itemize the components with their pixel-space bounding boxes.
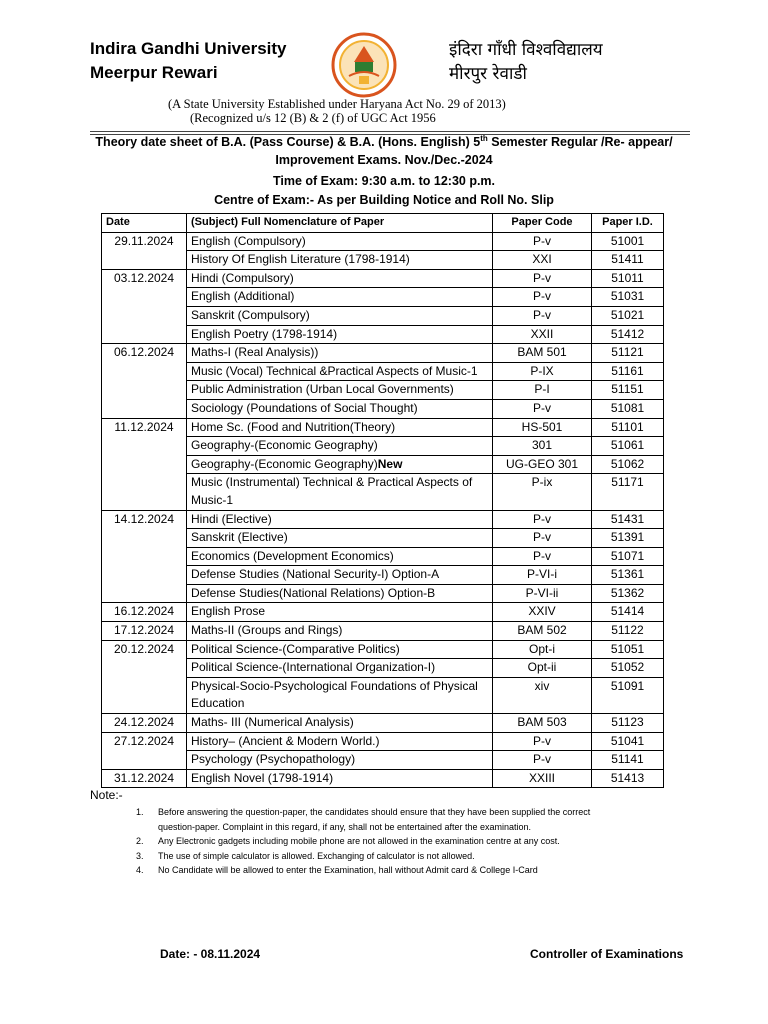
exam-schedule-table	[101, 213, 664, 788]
table-row	[102, 418, 664, 437]
exam-date-cell: 24.12.2024	[102, 714, 187, 733]
subject-cell	[187, 474, 493, 510]
subject-cell	[187, 344, 493, 363]
table-row	[102, 751, 664, 770]
subject-text: Hindi (Elective)	[191, 511, 272, 526]
subject-text: Political Science-(International Organization-I)	[191, 660, 436, 675]
subject-cell	[187, 269, 493, 288]
subject-cell	[187, 769, 493, 788]
table-row	[102, 603, 664, 622]
subject-text: Defense Studies(National Relations) Option-B	[191, 585, 436, 600]
subject-text: Sanskrit (Compulsory)	[191, 307, 310, 322]
university-name-hindi-line1: इंदिरा गाँधी विश्वविद्यालय	[449, 40, 603, 60]
subject-cell	[187, 751, 493, 770]
header-divider	[90, 131, 690, 132]
subject-cell	[187, 232, 493, 251]
table-row	[102, 547, 664, 566]
title-superscript: th	[480, 134, 488, 143]
subject-text: Home Sc. (Food and Nutrition(Theory)	[191, 419, 396, 434]
paper-id-cell: 51062	[592, 455, 664, 474]
note-text: No Candidate will be allowed to enter the Examination, hall without Admit card & College I-Card	[158, 865, 538, 875]
table-row	[102, 399, 664, 418]
header-paper-id: Paper I.D.	[592, 214, 664, 233]
issue-date: Date: - 08.11.2024	[160, 947, 261, 961]
subject-cell	[187, 603, 493, 622]
exam-date-cell: 27.12.2024	[102, 732, 187, 769]
note-number: 2.	[136, 836, 144, 846]
paper-code-cell: Opt-i	[493, 640, 592, 659]
subject-cell	[187, 251, 493, 270]
subject-cell	[187, 455, 493, 474]
subject-cell	[187, 306, 493, 325]
table-row	[102, 251, 664, 270]
paper-code-cell: XXII	[493, 325, 592, 344]
paper-code-cell: P-v	[493, 510, 592, 529]
subject-cell	[187, 547, 493, 566]
subject-cell	[187, 640, 493, 659]
paper-id-cell: 51101	[592, 418, 664, 437]
paper-code-cell: 301	[493, 437, 592, 456]
note-number: 1.	[136, 807, 144, 817]
paper-code-cell: P-v	[493, 269, 592, 288]
paper-code-cell: BAM 502	[493, 622, 592, 641]
subject-cell	[187, 622, 493, 641]
exam-date-cell: 17.12.2024	[102, 622, 187, 641]
subject-text: Maths-I (Real Analysis))	[191, 345, 319, 360]
date-sheet-subtitle: Improvement Exams. Nov./Dec.-2024	[275, 153, 493, 167]
new-tag: New	[377, 456, 403, 471]
paper-code-cell: P-IX	[493, 362, 592, 381]
header-date: Date	[102, 214, 187, 233]
paper-code-cell: P-v	[493, 399, 592, 418]
table-row	[102, 437, 664, 456]
subject-text: Sociology (Poundations of Social Thought)	[191, 400, 418, 415]
subject-text: Hindi (Compulsory)	[191, 270, 294, 285]
table-row	[102, 306, 664, 325]
subject-text: Geography-(Economic Geography)	[191, 438, 378, 453]
table-row	[102, 510, 664, 529]
header-paper-code: Paper Code	[493, 214, 592, 233]
table-row	[102, 325, 664, 344]
subject-text: Sanskrit (Elective)	[191, 530, 288, 545]
subject-text: Music (Instrumental) Technical & Practical Aspects of Music-1	[191, 475, 473, 507]
note-number	[136, 820, 158, 835]
table-row	[102, 344, 664, 363]
university-name-english	[90, 37, 287, 85]
university-name-hindi-line2: मीरपुर रेवाडी	[449, 64, 527, 84]
note-item	[136, 820, 590, 835]
subject-text: History Of English Literature (1798-1914)	[191, 252, 410, 267]
table-row	[102, 474, 664, 510]
subject-text: Economics (Development Economics)	[191, 548, 394, 563]
exam-date-cell: 06.12.2024	[102, 344, 187, 418]
subject-text: English (Additional)	[191, 289, 295, 304]
establishment-line: (A State University Established under Haryana Act No. 29 of 2013)	[168, 97, 506, 111]
paper-code-cell: Opt-ii	[493, 659, 592, 678]
subject-cell	[187, 584, 493, 603]
subject-text: English (Compulsory)	[191, 233, 306, 248]
paper-code-cell: UG-GEO 301	[493, 455, 592, 474]
paper-id-cell: 51151	[592, 381, 664, 400]
table-row	[102, 362, 664, 381]
recognition-line: (Recognized u/s 12 (B) & 2 (f) of UGC Act 1956	[190, 111, 436, 125]
subject-text: Music (Vocal) Technical &Practical Aspects of Music-1	[191, 363, 478, 378]
subject-text: History– (Ancient & Modern World.)	[191, 733, 380, 748]
subject-text: English Novel (1798-1914)	[191, 770, 334, 785]
notes-heading: Note:-	[90, 788, 123, 802]
subject-text: English Poetry (1798-1914)	[191, 326, 338, 341]
note-number: 4.	[136, 865, 144, 875]
table-row	[102, 714, 664, 733]
note-item	[136, 834, 590, 849]
paper-code-cell: P-v	[493, 529, 592, 548]
paper-id-cell: 51091	[592, 677, 664, 713]
subject-cell	[187, 677, 493, 713]
university-name-hindi	[449, 38, 603, 86]
table-row	[102, 677, 664, 713]
exam-time: Time of Exam: 9:30 a.m. to 12:30 p.m.	[272, 174, 496, 188]
schedule-body	[102, 232, 664, 788]
paper-id-cell: 51051	[592, 640, 664, 659]
exam-date-cell: 20.12.2024	[102, 640, 187, 713]
exam-date-cell: 16.12.2024	[102, 603, 187, 622]
table-row	[102, 566, 664, 585]
paper-code-cell: P-v	[493, 547, 592, 566]
exam-centre: Centre of Exam:- As per Building Notice and Roll No. Slip	[214, 193, 554, 207]
subject-text: Public Administration (Urban Local Governments)	[191, 382, 454, 397]
paper-id-cell: 51052	[592, 659, 664, 678]
paper-id-cell: 51011	[592, 269, 664, 288]
exam-date-cell: 29.11.2024	[102, 232, 187, 269]
paper-code-cell: XXIV	[493, 603, 592, 622]
paper-code-cell: HS-501	[493, 418, 592, 437]
table-row	[102, 732, 664, 751]
paper-code-cell: xiv	[493, 677, 592, 713]
note-text: Any Electronic gadgets including mobile phone are not allowed in the examination centre at any cost.	[158, 836, 560, 846]
subject-cell	[187, 732, 493, 751]
paper-code-cell: P-v	[493, 232, 592, 251]
signatory: Controller of Examinations	[530, 947, 684, 961]
subject-cell	[187, 714, 493, 733]
note-item	[136, 863, 590, 878]
note-item	[136, 849, 590, 864]
paper-code-cell: P-VI-i	[493, 566, 592, 585]
subject-cell	[187, 566, 493, 585]
table-row	[102, 232, 664, 251]
table-row	[102, 288, 664, 307]
subject-cell	[187, 418, 493, 437]
paper-id-cell: 51362	[592, 584, 664, 603]
subject-cell	[187, 659, 493, 678]
paper-id-cell: 51122	[592, 622, 664, 641]
subject-cell	[187, 288, 493, 307]
subject-cell	[187, 437, 493, 456]
paper-code-cell: P-v	[493, 732, 592, 751]
subject-text: English Prose	[191, 604, 266, 619]
subject-text: Geography-(Economic Geography)	[191, 456, 378, 471]
paper-id-cell: 51171	[592, 474, 664, 510]
paper-id-cell: 51141	[592, 751, 664, 770]
paper-id-cell: 51413	[592, 769, 664, 788]
paper-id-cell: 51412	[592, 325, 664, 344]
paper-code-cell: P-I	[493, 381, 592, 400]
university-name-line2: Meerpur Rewari	[90, 63, 218, 82]
paper-id-cell: 51431	[592, 510, 664, 529]
paper-code-cell: XXIII	[493, 769, 592, 788]
paper-id-cell: 51121	[592, 344, 664, 363]
header-subject: (Subject) Full Nomenclature of Paper	[187, 214, 493, 233]
table-row	[102, 381, 664, 400]
exam-date-cell: 03.12.2024	[102, 269, 187, 343]
paper-id-cell: 51021	[592, 306, 664, 325]
notes-list	[136, 805, 590, 878]
university-name-line1: Indira Gandhi University	[90, 39, 287, 58]
paper-id-cell: 51041	[592, 732, 664, 751]
table-row	[102, 584, 664, 603]
paper-id-cell: 51414	[592, 603, 664, 622]
table-row	[102, 622, 664, 641]
subject-cell	[187, 362, 493, 381]
title-text-a: Theory date sheet of B.A. (Pass Course) & B.A. (Hons. English) 5	[95, 135, 481, 150]
subject-text: Maths-II (Groups and Rings)	[191, 623, 343, 638]
subject-cell	[187, 381, 493, 400]
subject-text: Psychology (Psychopathology)	[191, 752, 356, 767]
paper-id-cell: 51361	[592, 566, 664, 585]
note-text: question-paper. Complaint in this regard, if any, shall not be entertained after the examination.	[158, 821, 532, 832]
subject-cell	[187, 399, 493, 418]
paper-code-cell: P-VI-ii	[493, 584, 592, 603]
note-number: 3.	[136, 850, 144, 861]
subject-text: Political Science-(Comparative Politics)	[191, 641, 400, 656]
paper-id-cell: 51031	[592, 288, 664, 307]
table-header-row	[102, 214, 664, 233]
exam-date-cell: 31.12.2024	[102, 769, 187, 788]
paper-code-cell: P-v	[493, 288, 592, 307]
table-row	[102, 659, 664, 678]
note-item	[136, 805, 590, 820]
paper-code-cell: P-v	[493, 751, 592, 770]
paper-code-cell: BAM 503	[493, 714, 592, 733]
paper-id-cell: 51411	[592, 251, 664, 270]
table-row	[102, 640, 664, 659]
paper-id-cell: 51391	[592, 529, 664, 548]
paper-code-cell: XXI	[493, 251, 592, 270]
paper-id-cell: 51081	[592, 399, 664, 418]
subject-cell	[187, 529, 493, 548]
table-row	[102, 269, 664, 288]
university-logo	[331, 32, 397, 98]
paper-code-cell: P-ix	[493, 474, 592, 510]
paper-id-cell: 51071	[592, 547, 664, 566]
date-sheet-title	[84, 134, 684, 149]
subject-text: Physical-Socio-Psychological Foundations of Physical Education	[191, 678, 478, 711]
subject-cell	[187, 510, 493, 529]
paper-id-cell: 51123	[592, 714, 664, 733]
table-row	[102, 529, 664, 548]
subject-text: Defense Studies (National Security-I) Option-A	[191, 567, 440, 582]
table-row	[102, 769, 664, 788]
note-text: The use of simple calculator is allowed. Exchanging of calculator is not allowed.	[158, 850, 475, 861]
table-row	[102, 455, 664, 474]
note-text: Before answering the question-paper, the candidates should ensure that they have been supplied the correct	[158, 807, 591, 817]
paper-code-cell: P-v	[493, 306, 592, 325]
paper-id-cell: 51061	[592, 437, 664, 456]
paper-id-cell: 51001	[592, 232, 664, 251]
exam-date-cell: 14.12.2024	[102, 510, 187, 603]
title-text-b: Semester Regular /Re- appear/	[487, 135, 673, 150]
subject-cell	[187, 325, 493, 344]
paper-code-cell: BAM 501	[493, 344, 592, 363]
subject-text: Maths- III (Numerical Analysis)	[191, 715, 354, 730]
exam-date-cell: 11.12.2024	[102, 418, 187, 510]
paper-id-cell: 51161	[592, 362, 664, 381]
